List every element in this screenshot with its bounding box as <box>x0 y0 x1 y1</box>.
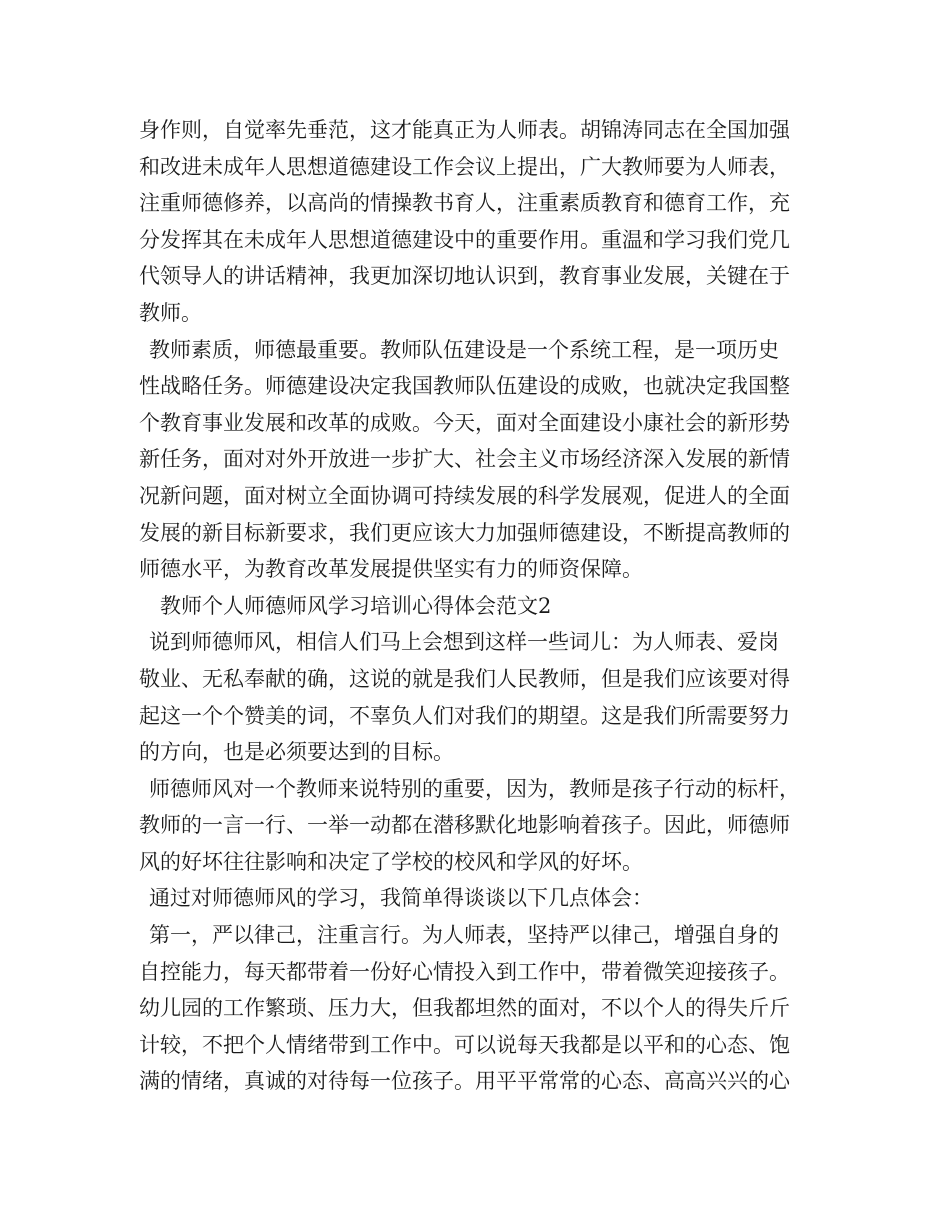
text-line: 注重师德修养，以高尚的情操教书育人，注重素质教育和德育工作，充 <box>139 191 790 216</box>
paragraph-start-line: 第一，严以律己，注重言行。为人师表，坚持严以律己，增强自身的 <box>149 923 779 948</box>
text-line: 教师。 <box>139 300 202 325</box>
text-line: 起这一个个赞美的词，不辜负人们对我们的期望。这是我们所需要努力 <box>139 703 790 728</box>
text-line: 教师的一言一行、一举一动都在潜移默化地影响着孩子。因此，师德师 <box>139 813 790 838</box>
text-line: 身作则，自觉率先垂范，这才能真正为人师表。胡锦涛同志在全国加强 <box>139 118 790 142</box>
text-line: 况新问题，面对树立全面协调可持续发展的科学发展观，促进人的全面 <box>139 483 790 508</box>
text-line: 自控能力，每天都带着一份好心情投入到工作中，带着微笑迎接孩子。 <box>139 959 790 984</box>
text-line: 师德水平，为教育改革发展提供坚实有力的师资保障。 <box>139 557 643 582</box>
text-line: 满的情绪，真诚的对待每一位孩子。用平平常常的心态、高高兴兴的心 <box>139 1069 790 1094</box>
text-line: 发展的新目标新要求，我们更应该大力加强师德建设，不断提高教师的 <box>139 520 790 545</box>
text-line: 分发挥其在未成年人思想道德建设中的重要作用。重温和学习我们党几 <box>139 227 790 252</box>
text-line: 风的好坏往往影响和决定了学校的校风和学风的好坏。 <box>139 849 643 874</box>
paragraph-start-line: 师德师风对一个教师来说特别的重要，因为，教师是孩子行动的标杆， <box>149 776 800 801</box>
paragraph-start-line: 教师素质，师德最重要。教师队伍建设是一个系统工程，是一项历史 <box>149 337 779 362</box>
document-body <box>139 112 819 1100</box>
text-line: 性战略任务。师德建设决定我国教师队伍建设的成败，也就决定我国整 <box>139 374 790 399</box>
text-line: 新任务，面对对外开放进一步扩大、社会主义市场经济深入发展的新情 <box>139 447 790 472</box>
text-line: 敬业、无私奉献的确，这说的就是我们人民教师，但是我们应该要对得 <box>139 666 790 691</box>
paragraph-start-line: 说到师德师风，相信人们马上会想到这样一些词儿：为人师表、爱岗 <box>149 630 779 655</box>
text-line: 的方向，也是必须要达到的目标。 <box>139 740 454 765</box>
text-line: 幼儿园的工作繁琐、压力大，但我都坦然的面对，不以个人的得失斤斤 <box>139 996 790 1021</box>
paragraph-start-line: 通过对师德师风的学习，我简单得谈谈以下几点体会： <box>149 886 653 911</box>
text-line: 个教育事业发展和改革的成败。今天，面对全面建设小康社会的新形势 <box>139 410 790 435</box>
text-line: 和改进未成年人思想道德建设工作会议上提出，广大教师要为人师表， <box>139 154 790 179</box>
section-heading: 教师个人师德师风学习培训心得体会范文2 <box>160 593 552 618</box>
text-line: 代领导人的讲话精神，我更加深切地认识到，教育事业发展，关键在于 <box>139 264 790 289</box>
text-line: 计较，不把个人情绪带到工作中。可以说每天我都是以平和的心态、饱 <box>139 1032 790 1057</box>
